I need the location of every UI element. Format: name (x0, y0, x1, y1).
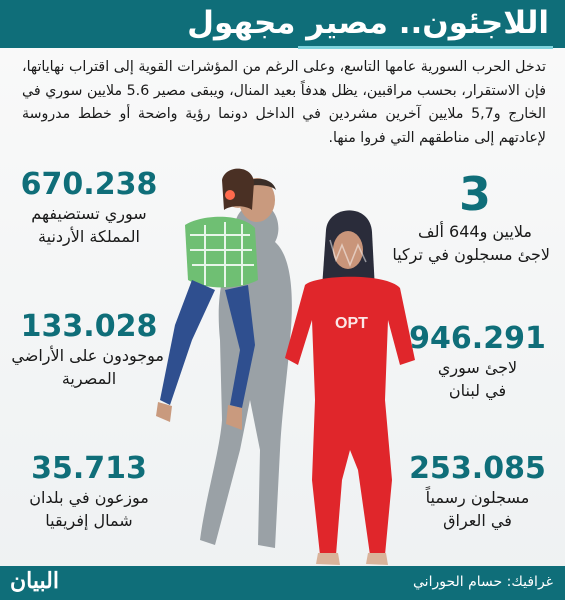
stat-label: سوري تستضيفهم (31, 204, 147, 223)
stat-label: في العراق (443, 511, 512, 530)
stat-label: مسجلون رسمياً (425, 488, 530, 507)
stat-number: 670.238 (20, 167, 158, 202)
shirt-text: OPT (335, 315, 368, 332)
graphic-credit: غرافيك: حسام الحوراني (413, 574, 553, 590)
footer-bar (0, 566, 565, 600)
stat-turkey (392, 167, 550, 266)
girl-dress (185, 217, 258, 288)
stat-label: المملكة الأردنية (38, 227, 140, 246)
header-bar (0, 0, 565, 48)
stat-north-africa (14, 452, 164, 532)
stat-number: 253.085 (409, 451, 546, 486)
intro-paragraph: تدخل الحرب السورية عامها التاسع، وعلى الرغم من المؤشرات القوية إلى اقتراب نهاياتها، فإن الاستقرار، بحسب مراقبين، يظل هدفاً بعيد المنال، ويبقى مصير 5.6 ملايين سوري في الخارج و5,7 ملايين آخرين مشردين في الداخل دونما رؤية واضحة أو خطط مدروسة لإعادتهم إلى مناطقهم التي فروا منها. (22, 59, 546, 146)
stat-number: 946.291 (409, 321, 546, 356)
stat-label: لاجئ سوري (437, 358, 518, 377)
stat-label: المصرية (61, 369, 117, 388)
refugees-photo (130, 150, 430, 595)
stat-number: 3 (458, 167, 491, 221)
woman-pants (312, 400, 392, 555)
stat-number: 35.713 (31, 451, 147, 486)
woman-top (285, 277, 415, 400)
stat-number: 133.028 (20, 309, 158, 344)
page-title: اللاجئون.. مصير مجهول (187, 5, 549, 41)
stat-label: لاجئ مسجلون في تركيا (392, 245, 550, 264)
stat-label: موجودون على الأراضي (11, 346, 164, 365)
stat-label: ملايين و644 ألف (418, 222, 532, 241)
stat-label: في لبنان (448, 381, 507, 400)
publisher-logo: البيان (10, 568, 59, 594)
title-underline (298, 46, 553, 49)
stat-label: شمال إفريقيا (45, 511, 133, 530)
girl-legs (160, 280, 255, 408)
stat-egypt (11, 309, 164, 390)
stat-iraq (400, 452, 555, 532)
stat-lebanon (400, 322, 555, 402)
stat-label: موزعون في بلدان (29, 488, 149, 507)
stat-jordan (14, 168, 164, 248)
